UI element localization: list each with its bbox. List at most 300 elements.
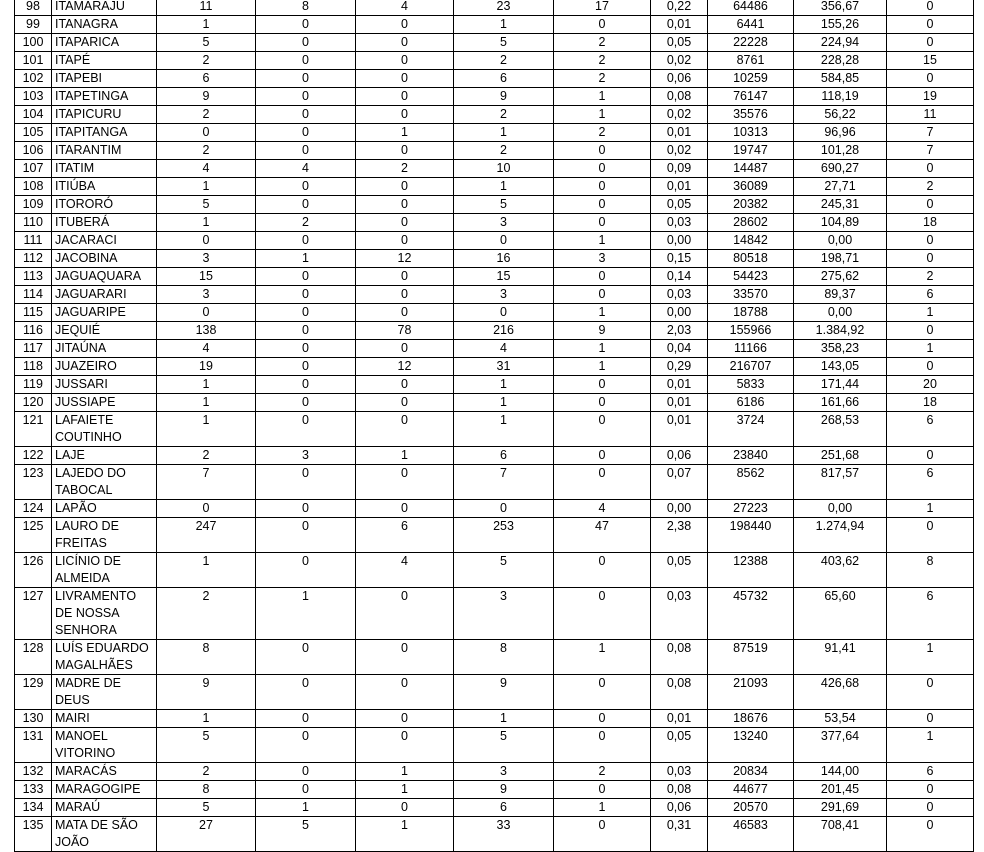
col-population-cell: 20834	[708, 763, 794, 781]
table-row	[15, 447, 974, 465]
col-total-cell: 23	[454, 0, 554, 16]
municipality-name-cell	[52, 640, 157, 675]
col-1-cell: 5	[157, 34, 256, 52]
col-rate-cell: 403,62	[794, 553, 887, 588]
col-total-cell: 253	[454, 518, 554, 553]
col-2-cell: 0	[256, 781, 356, 799]
col-pct-cell: 2,03	[651, 322, 708, 340]
col-2-cell: 0	[256, 500, 356, 518]
col-1-cell: 2	[157, 52, 256, 70]
col-3-cell: 0	[356, 232, 454, 250]
col-total-cell: 2	[454, 142, 554, 160]
col-1-cell: 4	[157, 160, 256, 178]
col-3-cell: 0	[356, 376, 454, 394]
col-total-cell: 1	[454, 412, 554, 447]
col-population-cell: 23840	[708, 447, 794, 465]
col-total-cell: 0	[454, 232, 554, 250]
col-5-cell: 2	[554, 52, 651, 70]
col-pct-cell: 0,03	[651, 588, 708, 640]
col-5-cell: 1	[554, 88, 651, 106]
col-2-cell: 0	[256, 178, 356, 196]
municipality-name-line: LAPÃO	[55, 501, 97, 515]
col-rate-cell: 96,96	[794, 124, 887, 142]
col-population-cell: 216707	[708, 358, 794, 376]
col-population-cell: 45732	[708, 588, 794, 640]
municipality-name-line: MARACÁS	[55, 764, 117, 778]
municipality-name-cell	[52, 518, 157, 553]
municipality-name-line: FREITAS	[55, 536, 107, 550]
col-2-cell: 8	[256, 0, 356, 16]
table-row	[15, 465, 974, 500]
col-rate-cell: 53,54	[794, 710, 887, 728]
row-number-cell: 125	[15, 518, 52, 553]
col-9-cell: 0	[887, 0, 974, 16]
col-population-cell: 22228	[708, 34, 794, 52]
col-population-cell: 13240	[708, 728, 794, 763]
row-number-cell: 101	[15, 52, 52, 70]
col-1-cell: 5	[157, 196, 256, 214]
col-2-cell: 0	[256, 340, 356, 358]
municipality-name-cell	[52, 376, 157, 394]
col-1-cell: 0	[157, 304, 256, 322]
col-rate-cell: 245,31	[794, 196, 887, 214]
col-1-cell: 1	[157, 178, 256, 196]
col-9-cell: 1	[887, 728, 974, 763]
col-3-cell: 0	[356, 710, 454, 728]
col-2-cell: 0	[256, 196, 356, 214]
col-pct-cell: 0,14	[651, 268, 708, 286]
col-rate-cell: 358,23	[794, 340, 887, 358]
col-1-cell: 2	[157, 588, 256, 640]
table-row	[15, 142, 974, 160]
table-row	[15, 518, 974, 553]
municipality-name-line: ITAPETINGA	[55, 89, 129, 103]
col-2-cell: 0	[256, 124, 356, 142]
col-total-cell: 4	[454, 340, 554, 358]
col-5-cell: 0	[554, 142, 651, 160]
table-row	[15, 178, 974, 196]
col-total-cell: 31	[454, 358, 554, 376]
table-row	[15, 106, 974, 124]
col-pct-cell: 0,06	[651, 447, 708, 465]
col-pct-cell: 0,08	[651, 640, 708, 675]
col-1-cell: 3	[157, 286, 256, 304]
col-rate-cell: 101,28	[794, 142, 887, 160]
col-2-cell: 0	[256, 394, 356, 412]
col-rate-cell: 104,89	[794, 214, 887, 232]
table-row	[15, 70, 974, 88]
col-population-cell: 28602	[708, 214, 794, 232]
col-population-cell: 11166	[708, 340, 794, 358]
municipality-name-cell	[52, 322, 157, 340]
col-5-cell: 3	[554, 250, 651, 268]
col-5-cell: 0	[554, 553, 651, 588]
col-total-cell: 5	[454, 553, 554, 588]
col-1-cell: 0	[157, 232, 256, 250]
table-row	[15, 553, 974, 588]
row-number-cell: 121	[15, 412, 52, 447]
col-1-cell: 5	[157, 799, 256, 817]
row-number-cell: 131	[15, 728, 52, 763]
col-population-cell: 8562	[708, 465, 794, 500]
municipality-name-line: MAGALHÃES	[55, 658, 133, 672]
col-9-cell: 11	[887, 106, 974, 124]
municipality-name-cell	[52, 412, 157, 447]
municipality-name-line: JACOBINA	[55, 251, 118, 265]
col-5-cell: 47	[554, 518, 651, 553]
col-total-cell: 5	[454, 728, 554, 763]
col-5-cell: 0	[554, 286, 651, 304]
col-rate-cell: 0,00	[794, 500, 887, 518]
municipality-name-cell	[52, 447, 157, 465]
col-5-cell: 0	[554, 178, 651, 196]
col-9-cell: 8	[887, 553, 974, 588]
row-number-cell: 129	[15, 675, 52, 710]
municipality-name-line: ITAPICURU	[55, 107, 122, 121]
municipality-name-line: JUAZEIRO	[55, 359, 117, 373]
municipality-name-line: JOÃO	[55, 835, 90, 849]
col-1-cell: 2	[157, 447, 256, 465]
municipality-name-cell	[52, 250, 157, 268]
col-1-cell: 1	[157, 214, 256, 232]
col-rate-cell: 708,41	[794, 817, 887, 852]
col-2-cell: 0	[256, 322, 356, 340]
row-number-cell: 99	[15, 16, 52, 34]
col-9-cell: 0	[887, 196, 974, 214]
table-row	[15, 500, 974, 518]
table-row	[15, 268, 974, 286]
col-2-cell: 3	[256, 447, 356, 465]
col-1-cell: 8	[157, 640, 256, 675]
col-5-cell: 0	[554, 728, 651, 763]
col-3-cell: 2	[356, 160, 454, 178]
municipality-name-cell	[52, 710, 157, 728]
municipality-data-table	[14, 0, 974, 852]
col-9-cell: 0	[887, 518, 974, 553]
col-2-cell: 0	[256, 232, 356, 250]
col-5-cell: 0	[554, 710, 651, 728]
col-2-cell: 0	[256, 465, 356, 500]
table-row	[15, 196, 974, 214]
col-3-cell: 0	[356, 214, 454, 232]
municipality-name-line: JAGUARARI	[55, 287, 127, 301]
col-rate-cell: 1.384,92	[794, 322, 887, 340]
col-population-cell: 87519	[708, 640, 794, 675]
col-1-cell: 19	[157, 358, 256, 376]
col-population-cell: 21093	[708, 675, 794, 710]
col-9-cell: 6	[887, 763, 974, 781]
row-number-cell: 104	[15, 106, 52, 124]
col-3-cell: 0	[356, 88, 454, 106]
col-3-cell: 0	[356, 675, 454, 710]
col-3-cell: 0	[356, 70, 454, 88]
col-pct-cell: 0,29	[651, 358, 708, 376]
col-9-cell: 0	[887, 447, 974, 465]
row-number-cell: 134	[15, 799, 52, 817]
col-population-cell: 80518	[708, 250, 794, 268]
row-number-cell: 117	[15, 340, 52, 358]
col-1-cell: 1	[157, 16, 256, 34]
municipality-name-cell	[52, 70, 157, 88]
col-3-cell: 0	[356, 196, 454, 214]
table-row	[15, 763, 974, 781]
col-9-cell: 0	[887, 250, 974, 268]
col-3-cell: 0	[356, 304, 454, 322]
col-pct-cell: 0,01	[651, 16, 708, 34]
municipality-name-cell	[52, 340, 157, 358]
col-total-cell: 1	[454, 394, 554, 412]
col-1-cell: 27	[157, 817, 256, 852]
municipality-name-line: ITAPEBI	[55, 71, 103, 85]
table-row	[15, 710, 974, 728]
col-5-cell: 1	[554, 106, 651, 124]
col-2-cell: 0	[256, 142, 356, 160]
col-3-cell: 0	[356, 34, 454, 52]
col-2-cell: 2	[256, 214, 356, 232]
col-1-cell: 15	[157, 268, 256, 286]
row-number-cell: 102	[15, 70, 52, 88]
col-total-cell: 10	[454, 160, 554, 178]
col-pct-cell: 0,03	[651, 214, 708, 232]
col-rate-cell: 426,68	[794, 675, 887, 710]
col-3-cell: 0	[356, 799, 454, 817]
municipality-name-line: ITATIM	[55, 161, 95, 175]
col-9-cell: 0	[887, 232, 974, 250]
municipality-name-cell	[52, 268, 157, 286]
col-1-cell: 2	[157, 142, 256, 160]
col-population-cell: 46583	[708, 817, 794, 852]
col-3-cell: 0	[356, 340, 454, 358]
col-pct-cell: 0,00	[651, 232, 708, 250]
col-total-cell: 1	[454, 16, 554, 34]
col-total-cell: 0	[454, 500, 554, 518]
col-rate-cell: 118,19	[794, 88, 887, 106]
col-pct-cell: 0,31	[651, 817, 708, 852]
col-pct-cell: 0,00	[651, 500, 708, 518]
col-population-cell: 6186	[708, 394, 794, 412]
col-3-cell: 1	[356, 781, 454, 799]
municipality-name-cell	[52, 16, 157, 34]
col-1-cell: 1	[157, 710, 256, 728]
municipality-name-line: LIVRAMENTO	[55, 589, 137, 603]
col-5-cell: 0	[554, 781, 651, 799]
table-row	[15, 232, 974, 250]
col-rate-cell: 201,45	[794, 781, 887, 799]
municipality-name-line: VITORINO	[55, 746, 116, 760]
table-row	[15, 817, 974, 852]
col-1-cell: 7	[157, 465, 256, 500]
municipality-name-line: MANOEL	[55, 729, 108, 743]
col-1-cell: 8	[157, 781, 256, 799]
row-number-cell: 114	[15, 286, 52, 304]
municipality-name-cell	[52, 588, 157, 640]
col-5-cell: 1	[554, 340, 651, 358]
municipality-name-cell	[52, 178, 157, 196]
municipality-name-cell	[52, 196, 157, 214]
row-number-cell: 124	[15, 500, 52, 518]
col-3-cell: 0	[356, 52, 454, 70]
col-population-cell: 33570	[708, 286, 794, 304]
table-row	[15, 340, 974, 358]
col-3-cell: 12	[356, 250, 454, 268]
col-rate-cell: 228,28	[794, 52, 887, 70]
table-row	[15, 781, 974, 799]
municipality-name-line: LAJEDO DO	[55, 466, 126, 480]
col-rate-cell: 171,44	[794, 376, 887, 394]
col-9-cell: 0	[887, 710, 974, 728]
col-pct-cell: 0,02	[651, 142, 708, 160]
col-rate-cell: 377,64	[794, 728, 887, 763]
municipality-name-cell	[52, 0, 157, 16]
col-population-cell: 155966	[708, 322, 794, 340]
col-2-cell: 1	[256, 250, 356, 268]
col-rate-cell: 0,00	[794, 304, 887, 322]
row-number-cell: 122	[15, 447, 52, 465]
col-rate-cell: 155,26	[794, 16, 887, 34]
municipality-name-cell	[52, 675, 157, 710]
municipality-name-line: JEQUIÉ	[55, 323, 101, 337]
municipality-name-line: LUÍS EDUARDO	[55, 641, 149, 655]
municipality-name-line: MARAGOGIPE	[55, 782, 141, 796]
col-population-cell: 18676	[708, 710, 794, 728]
municipality-name-line: MARAÚ	[55, 800, 101, 814]
col-1-cell: 1	[157, 412, 256, 447]
municipality-name-line: MAIRI	[55, 711, 90, 725]
col-9-cell: 2	[887, 268, 974, 286]
municipality-name-cell	[52, 728, 157, 763]
col-total-cell: 16	[454, 250, 554, 268]
col-3-cell: 0	[356, 500, 454, 518]
table-row	[15, 250, 974, 268]
municipality-name-cell	[52, 553, 157, 588]
municipality-name-cell	[52, 214, 157, 232]
col-population-cell: 35576	[708, 106, 794, 124]
col-9-cell: 0	[887, 34, 974, 52]
col-population-cell: 198440	[708, 518, 794, 553]
col-pct-cell: 0,04	[651, 340, 708, 358]
col-2-cell: 1	[256, 799, 356, 817]
col-2-cell: 0	[256, 34, 356, 52]
col-total-cell: 8	[454, 640, 554, 675]
col-population-cell: 19747	[708, 142, 794, 160]
col-5-cell: 4	[554, 500, 651, 518]
col-2-cell: 0	[256, 70, 356, 88]
col-3-cell: 12	[356, 358, 454, 376]
col-pct-cell: 0,06	[651, 70, 708, 88]
municipality-name-cell	[52, 124, 157, 142]
municipality-name-line: ITAPÉ	[55, 53, 91, 67]
col-population-cell: 3724	[708, 412, 794, 447]
col-rate-cell: 275,62	[794, 268, 887, 286]
col-rate-cell: 143,05	[794, 358, 887, 376]
row-number-cell: 123	[15, 465, 52, 500]
col-9-cell: 0	[887, 675, 974, 710]
table-row	[15, 214, 974, 232]
col-5-cell: 0	[554, 588, 651, 640]
municipality-name-cell	[52, 358, 157, 376]
row-number-cell: 133	[15, 781, 52, 799]
table-row	[15, 358, 974, 376]
municipality-name-cell	[52, 817, 157, 852]
col-5-cell: 0	[554, 376, 651, 394]
col-total-cell: 3	[454, 214, 554, 232]
table-row	[15, 304, 974, 322]
municipality-name-cell	[52, 799, 157, 817]
col-9-cell: 0	[887, 781, 974, 799]
col-1-cell: 0	[157, 500, 256, 518]
col-9-cell: 0	[887, 358, 974, 376]
row-number-cell: 128	[15, 640, 52, 675]
col-pct-cell: 0,03	[651, 763, 708, 781]
row-number-cell: 118	[15, 358, 52, 376]
col-pct-cell: 0,01	[651, 124, 708, 142]
municipality-name-cell	[52, 465, 157, 500]
col-2-cell: 0	[256, 304, 356, 322]
col-total-cell: 6	[454, 447, 554, 465]
col-total-cell: 9	[454, 781, 554, 799]
municipality-name-cell	[52, 52, 157, 70]
col-5-cell: 0	[554, 268, 651, 286]
col-total-cell: 1	[454, 376, 554, 394]
col-9-cell: 1	[887, 640, 974, 675]
row-number-cell: 130	[15, 710, 52, 728]
col-1-cell: 1	[157, 376, 256, 394]
col-9-cell: 7	[887, 124, 974, 142]
municipality-name-line: TABOCAL	[55, 483, 113, 497]
col-5-cell: 0	[554, 394, 651, 412]
col-rate-cell: 690,27	[794, 160, 887, 178]
col-9-cell: 1	[887, 340, 974, 358]
col-pct-cell: 0,01	[651, 376, 708, 394]
col-total-cell: 3	[454, 286, 554, 304]
col-1-cell: 4	[157, 340, 256, 358]
col-population-cell: 12388	[708, 553, 794, 588]
col-2-cell: 0	[256, 16, 356, 34]
col-1-cell: 6	[157, 70, 256, 88]
col-rate-cell: 89,37	[794, 286, 887, 304]
col-2-cell: 0	[256, 106, 356, 124]
col-9-cell: 0	[887, 160, 974, 178]
col-pct-cell: 0,05	[651, 34, 708, 52]
municipality-name-line: COUTINHO	[55, 430, 122, 444]
col-population-cell: 64486	[708, 0, 794, 16]
table-row	[15, 412, 974, 447]
col-rate-cell: 356,67	[794, 0, 887, 16]
col-rate-cell: 91,41	[794, 640, 887, 675]
col-pct-cell: 0,05	[651, 553, 708, 588]
col-5-cell: 0	[554, 160, 651, 178]
col-2-cell: 0	[256, 412, 356, 447]
col-5-cell: 1	[554, 232, 651, 250]
municipality-name-cell	[52, 394, 157, 412]
col-pct-cell: 0,01	[651, 394, 708, 412]
col-pct-cell: 0,07	[651, 465, 708, 500]
col-2-cell: 0	[256, 52, 356, 70]
col-3-cell: 0	[356, 728, 454, 763]
table-row	[15, 34, 974, 52]
col-9-cell: 6	[887, 286, 974, 304]
col-pct-cell: 2,38	[651, 518, 708, 553]
table-row	[15, 52, 974, 70]
col-2-cell: 0	[256, 358, 356, 376]
col-population-cell: 6441	[708, 16, 794, 34]
row-number-cell: 119	[15, 376, 52, 394]
col-5-cell: 2	[554, 124, 651, 142]
col-total-cell: 6	[454, 799, 554, 817]
col-5-cell: 0	[554, 465, 651, 500]
col-pct-cell: 0,01	[651, 710, 708, 728]
table-row	[15, 394, 974, 412]
